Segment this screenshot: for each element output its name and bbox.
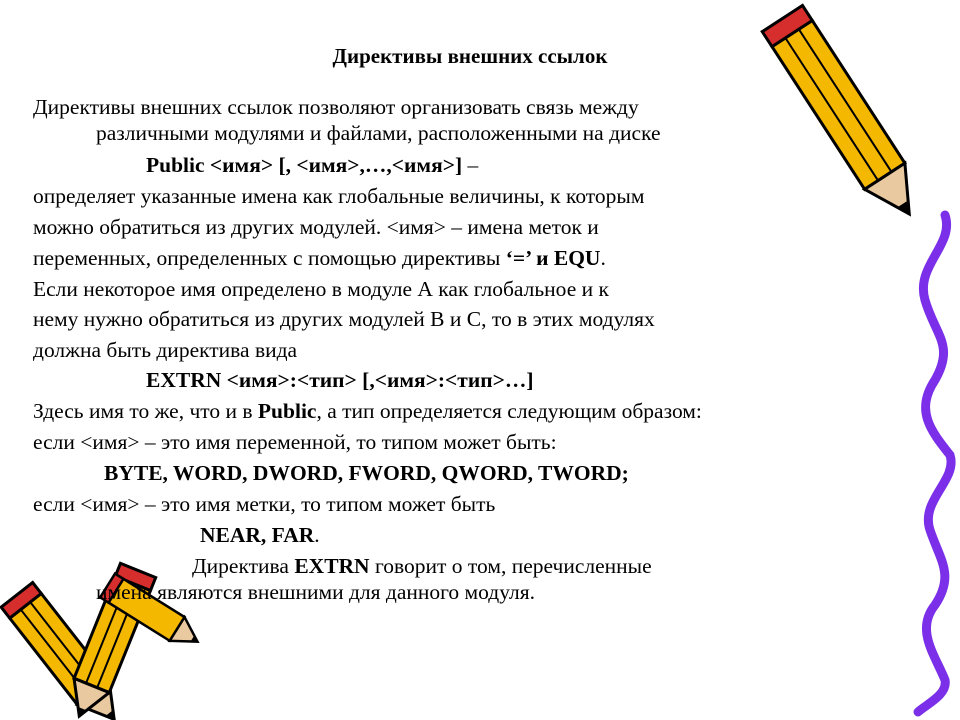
text-line: различными модулями и файлами, расположенными на диске: [96, 121, 661, 145]
extrn-keyword: EXTRN: [294, 554, 370, 578]
text-line: [192, 553, 652, 579]
text-line: Директивы внешних ссылок позволяют организовать связь между: [33, 95, 639, 119]
text-span: .: [314, 523, 320, 547]
text-line: [33, 245, 606, 271]
public-dash: –: [462, 153, 479, 177]
extrn-syntax: EXTRN <имя>:<тип> [,<имя>:<тип>…]: [146, 368, 534, 392]
public-syntax: Public <имя> [, <имя>,…,<имя>]: [146, 153, 463, 177]
text-span: Здесь имя то же, что и в: [33, 399, 258, 423]
syntax-line: [146, 152, 478, 178]
directive-names: ‘=’ и EQU: [505, 246, 601, 270]
text-line: если <имя> – это имя переменной, то типом может быть:: [33, 430, 557, 454]
text-line: должна быть директива вида: [33, 338, 298, 362]
label-types-line: [200, 522, 320, 548]
text-line: определяет указанные имена как глобальные величины, к которым: [33, 184, 645, 208]
text-span: , а тип определяется следующим образом:: [316, 399, 702, 423]
text-line: нему нужно обратиться из других модулей В и С, то в этих модулях: [33, 307, 655, 331]
slide-title: Директивы внешних ссылок: [332, 44, 608, 68]
text-line: [33, 398, 702, 424]
text-line: можно обратиться из других модулей. <имя> – имена меток и: [33, 215, 599, 239]
text-span: переменных, определенных с помощью директивы: [33, 246, 506, 270]
text-line: Если некоторое имя определено в модуле А как глобальное и к: [33, 277, 609, 301]
text-line: если <имя> – это имя метки, то типом может быть: [33, 492, 496, 516]
text-span: Директива: [192, 554, 295, 578]
squiggle-line: [918, 215, 951, 712]
public-keyword: Public: [257, 399, 317, 423]
text-line: имена являются внешними для данного модуля.: [96, 580, 536, 604]
variable-types: BYTE, WORD, DWORD, FWORD, QWORD, TWORD;: [104, 461, 629, 485]
text-span: .: [600, 246, 606, 270]
label-types: NEAR, FAR: [200, 523, 315, 547]
pencil-icon: [762, 5, 929, 227]
text-span: говорит о том, перечисленные: [369, 554, 652, 578]
